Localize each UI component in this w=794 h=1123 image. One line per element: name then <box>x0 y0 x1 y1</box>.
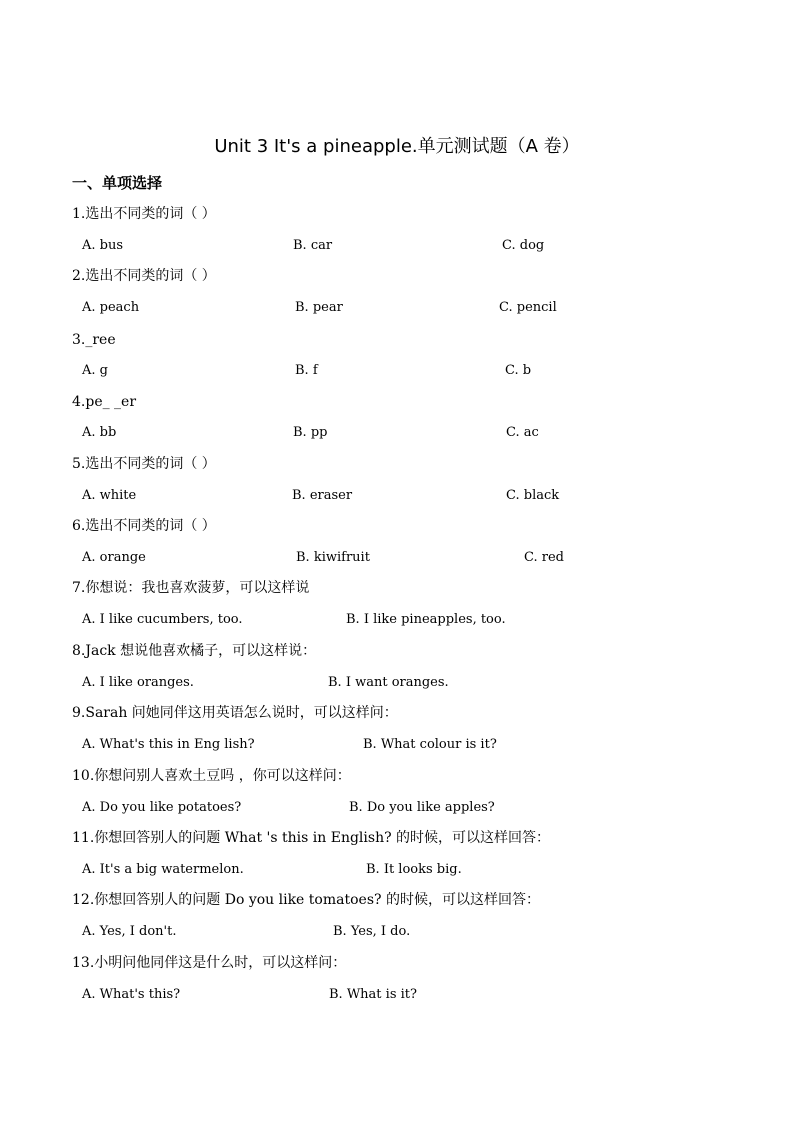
question-1-option-a: A. bus <box>82 238 124 253</box>
question-5: 5.选出不同类的词（ ） <box>72 456 216 472</box>
question-6-option-b: B. kiwifruit <box>296 550 370 565</box>
question-13-option-a: A. What's this? <box>82 987 181 1002</box>
question-10: 10.你想问别人喜欢土豆吗 ，你可以这样问： <box>72 768 351 784</box>
section-heading: 一、单项选择 <box>72 174 163 192</box>
question-7-option-a: A. I like cucumbers, too. <box>82 612 243 627</box>
question-10-option-a: A. Do you like potatoes? <box>82 800 242 815</box>
question-7: 7.你想说：我也喜欢菠萝，可以这样说 <box>72 580 310 596</box>
question-9: 9.Sarah 问她同伴这用英语怎么说时，可以这样问： <box>72 705 398 721</box>
question-4-option-c: C. ac <box>506 425 539 440</box>
question-4: 4.pe_ _er <box>72 394 137 410</box>
question-2: 2.选出不同类的词（ ） <box>72 268 216 284</box>
question-12: 12.你想回答别人的问题 Do you like tomatoes? 的时候，可以这样回答： <box>72 892 540 908</box>
question-6-option-a: A. orange <box>82 550 146 565</box>
question-6: 6.选出不同类的词（ ） <box>72 518 216 534</box>
question-9-option-b: B. What colour is it? <box>363 737 497 752</box>
question-12-option-a: A. Yes, I don't. <box>82 924 177 939</box>
question-1-option-c: C. dog <box>502 238 545 253</box>
question-4-option-b: B. pp <box>293 425 328 440</box>
question-2-option-c: C. pencil <box>499 300 557 315</box>
question-5-option-b: B. eraser <box>292 488 353 503</box>
question-3-option-a: A. g <box>82 363 108 378</box>
question-13-option-b: B. What is it? <box>329 987 417 1002</box>
question-13: 13.小明问他同伴这是什么时，可以这样问： <box>72 955 347 971</box>
question-3-option-c: C. b <box>505 363 532 378</box>
question-8-option-a: A. I like oranges. <box>82 675 194 690</box>
question-5-option-a: A. white <box>82 488 137 503</box>
question-10-option-b: B. Do you like apples? <box>349 800 495 815</box>
question-8: 8.Jack 想说他喜欢橘子，可以这样说： <box>72 643 317 659</box>
question-9-option-a: A. What's this in Eng lish? <box>82 737 255 752</box>
question-7-option-b: B. I like pineapples, too. <box>346 612 506 627</box>
question-5-option-c: C. black <box>506 488 560 503</box>
question-4-option-a: A. bb <box>82 425 117 440</box>
question-8-option-b: B. I want oranges. <box>328 675 449 690</box>
question-11-option-b: B. It looks big. <box>366 862 462 877</box>
question-1: 1.选出不同类的词（ ） <box>72 206 216 222</box>
question-1-option-b: B. car <box>293 238 333 253</box>
question-2-option-b: B. pear <box>295 300 343 315</box>
page-title: Unit 3 It's a pineapple.单元测试题（A 卷） <box>214 136 580 157</box>
question-6-option-c: C. red <box>524 550 564 565</box>
question-11: 11.你想回答别人的问题 What 's this in English? 的时候，可以这样回答： <box>72 830 551 846</box>
question-11-option-a: A. It's a big watermelon. <box>82 862 244 877</box>
question-2-option-a: A. peach <box>82 300 140 315</box>
question-12-option-b: B. Yes, I do. <box>333 924 411 939</box>
question-3-option-b: B. f <box>295 363 318 378</box>
question-3: 3._ree <box>72 332 116 348</box>
